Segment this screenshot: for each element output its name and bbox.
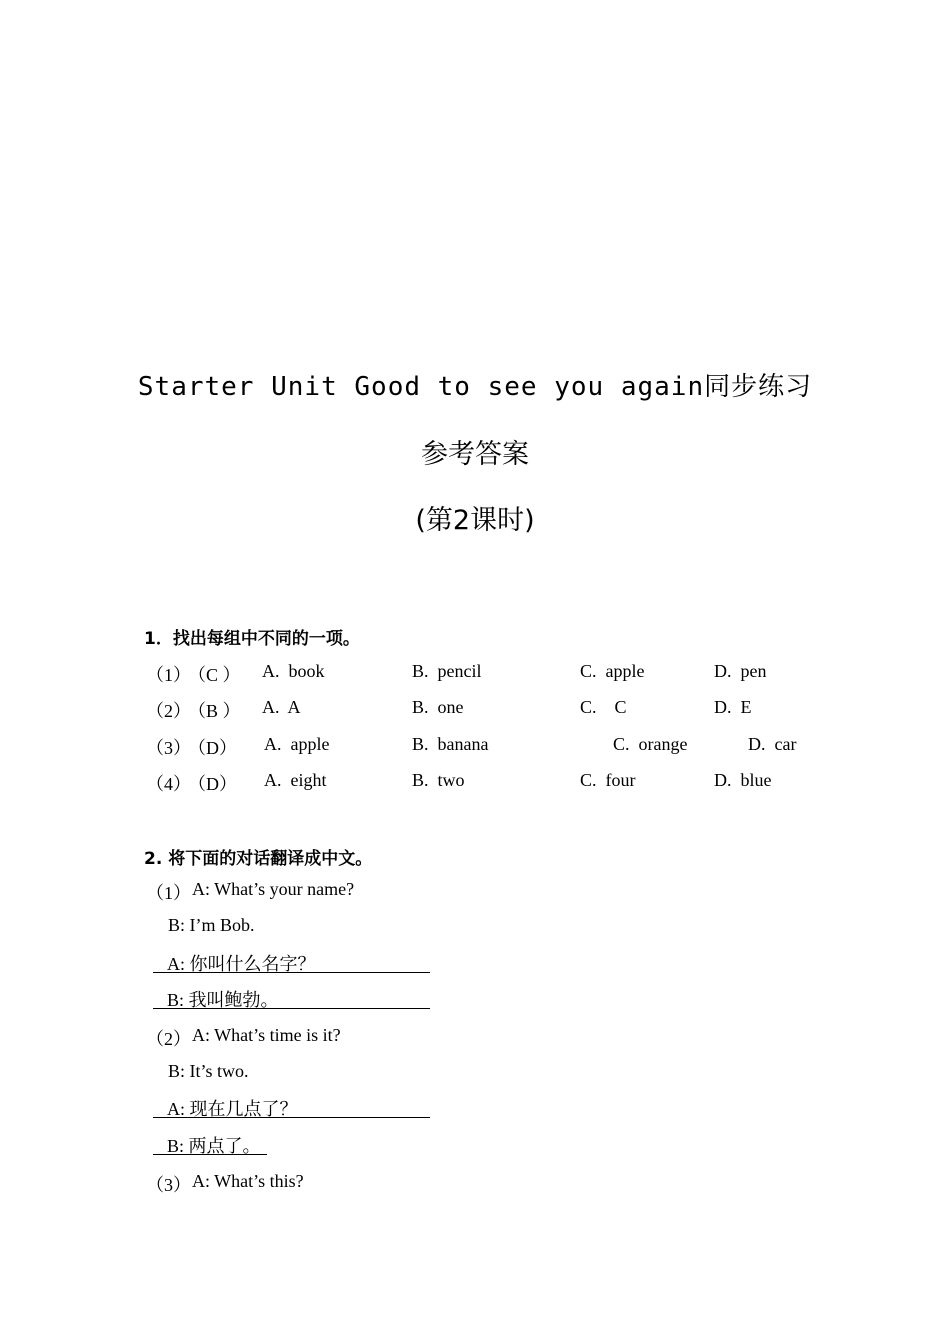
question-number: （2） [146, 701, 191, 721]
question-row [0, 770, 950, 794]
question-answer: （D） [188, 774, 237, 794]
translation-b: B: 两点了。 [153, 1132, 267, 1155]
dialog-line-b: B: It’s two. [168, 1061, 249, 1081]
option-d: D. blue [714, 770, 772, 790]
option-c: C. C [580, 697, 627, 717]
option-b: B. two [412, 770, 465, 790]
dialog-line-a: A: What’s time is it? [192, 1025, 341, 1045]
translation-a: A: 你叫什么名字？ [153, 950, 430, 973]
option-a: A. apple [264, 734, 330, 754]
question-row [0, 697, 950, 721]
dialog-line-b: B: I’m Bob. [168, 915, 255, 935]
lesson-label: (第2课时) [415, 505, 535, 536]
option-a: A. A [262, 697, 301, 717]
question-number: （3） [146, 738, 191, 758]
dialog-line-a: A: What’s your name? [192, 879, 355, 899]
question-answer: （D） [188, 738, 237, 758]
option-b: B. pencil [412, 661, 482, 681]
dialog-number: （3） [146, 1175, 191, 1195]
question-number: （1） [146, 665, 191, 685]
option-b: B. one [412, 697, 464, 717]
section-1-heading: 1．找出每组中不同的一项。 [144, 629, 360, 649]
option-d: D. car [748, 734, 797, 754]
dialog-number: （1） [146, 883, 191, 903]
dialog-line-a: A: What’s this? [192, 1171, 304, 1191]
section-2-heading: 2. 将下面的对话翻译成中文。 [144, 849, 373, 869]
dialog-number: （2） [146, 1029, 191, 1049]
option-d: D. E [714, 697, 752, 717]
translation-a: A: 现在几点了？ [153, 1095, 430, 1118]
page-subtitle: 参考答案 [421, 439, 529, 470]
translation-b: B: 我叫鲍勃。 [153, 986, 430, 1009]
option-d: D. pen [714, 661, 767, 681]
option-b: B. banana [412, 734, 489, 754]
option-c: C. four [580, 770, 636, 790]
question-row [0, 661, 950, 685]
question-answer: （C ） [188, 665, 241, 685]
option-c: C. orange [613, 734, 688, 754]
option-a: A. eight [264, 770, 327, 790]
question-row [0, 734, 950, 758]
option-c: C. apple [580, 661, 645, 681]
option-a: A. book [262, 661, 325, 681]
question-answer: （B ） [188, 701, 241, 721]
page-title: Starter Unit Good to see you again同步练习 [137, 372, 813, 402]
question-number: （4） [146, 774, 191, 794]
